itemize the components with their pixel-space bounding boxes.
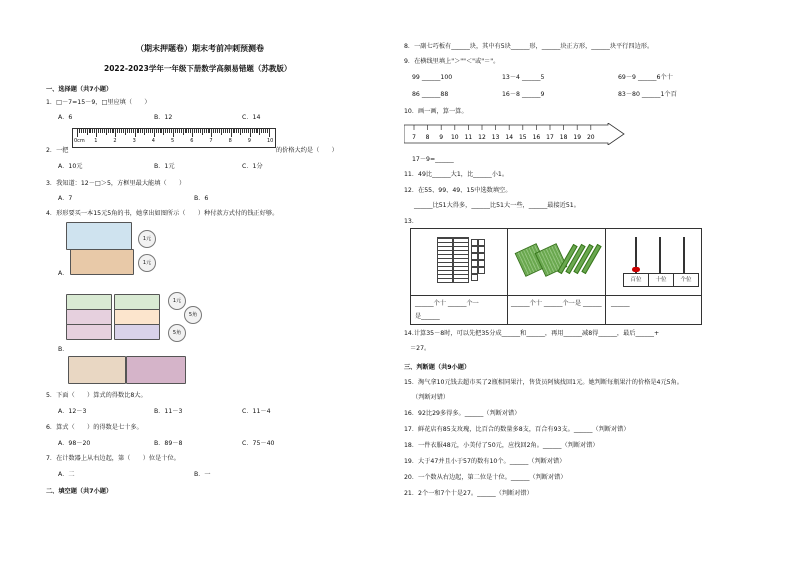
abacus-rod — [659, 237, 661, 273]
ruler-tick — [125, 129, 126, 135]
q6-option-b: B．89－8 — [154, 440, 183, 447]
abacus-rod — [683, 237, 685, 273]
coin-image: 5角 — [184, 306, 202, 324]
q5-text: 5．下面（ ）算式的得数比8大。 — [46, 392, 147, 399]
ruler-label: 4 — [151, 138, 155, 144]
q3-text: 3．我知道：12－□＞5，方框里最大能填（ ） — [46, 180, 186, 187]
ruler-tick — [171, 129, 172, 133]
ruler-tick — [219, 129, 220, 133]
q21-text: 21．2个一和7个十是27。______（判断对错） — [404, 490, 533, 497]
unit-square — [478, 267, 485, 274]
number-line-label: 17 — [546, 134, 554, 141]
ruler-tick — [250, 129, 251, 137]
ruler-tick — [269, 129, 270, 137]
unit-square — [471, 253, 478, 260]
ruler-tick — [261, 129, 262, 133]
ruler-tick — [146, 129, 147, 133]
section-fill-heading: 二、填空题（共7小题） — [46, 488, 113, 495]
ruler-tick — [90, 129, 91, 133]
ruler-tick — [140, 129, 141, 133]
ruler-tick — [89, 129, 90, 133]
ruler-tick — [181, 129, 182, 133]
coin-image: 1元 — [168, 292, 186, 310]
ruler-tick — [236, 129, 237, 133]
unit-square — [478, 246, 485, 253]
ruler-tick — [92, 129, 93, 133]
q9-cell: 69－9 ______6个十 — [618, 74, 673, 81]
ruler-tick — [77, 129, 78, 137]
coin-image: 5角 — [168, 324, 186, 342]
ruler-tick — [115, 129, 116, 137]
number-line-label: 9 — [439, 134, 444, 141]
banknote-image — [114, 294, 160, 310]
ruler-tick — [240, 129, 241, 135]
q13-blank-2: ______个十 ______个一是 ______ — [511, 300, 602, 307]
ruler-tick — [96, 129, 97, 137]
q9-text: 9．在横线里填上"＞""＜"或"＝"。 — [404, 58, 500, 65]
ruler-label: 5 — [171, 138, 175, 144]
ruler-tick — [244, 129, 245, 133]
number-line-label: 15 — [518, 134, 527, 141]
q2-option-b: B．1元 — [154, 163, 175, 170]
ruler-tick — [113, 129, 114, 133]
ruler-tick — [112, 129, 113, 133]
q8-text: 8．一副七巧板有______块，其中有5块______形，______块正方形，______块平行四边形。 — [404, 43, 654, 50]
ruler-label: 10 — [267, 138, 274, 144]
q1-option-c: C．14 — [242, 114, 261, 121]
ruler-tick — [167, 129, 168, 133]
ruler-tick — [85, 129, 86, 133]
ruler-tick — [177, 129, 178, 133]
ruler-tick — [267, 129, 268, 133]
q13-blank-1b: 是______ — [415, 313, 440, 320]
number-line-label: 14 — [505, 134, 514, 141]
q7-option-b: B．一 — [194, 471, 211, 478]
q9-cell: 86 ______88 — [412, 91, 449, 98]
ruler-tick — [209, 129, 210, 133]
q13-blank-1: ______个十 ______个一 — [415, 300, 479, 307]
q9-cell: 16－8 ______9 — [502, 91, 545, 98]
q5-option-a: A．12－3 — [58, 408, 87, 415]
ruler-tick — [217, 129, 218, 133]
q12-blanks: ______比51大得多，______比51大一些，______最接近51。 — [414, 202, 580, 209]
abacus-label-ones: 个位 — [680, 277, 692, 283]
ruler-tick — [234, 129, 235, 133]
ruler-tick — [248, 129, 249, 133]
q4-text: 4．形形要买一本15元5角的书，她拿出如图所示（ ）种付款方式付的钱正好够。 — [46, 210, 279, 217]
banknote-image — [68, 356, 126, 384]
q2-option-c: C．1分 — [242, 163, 263, 170]
number-line-label: 16 — [532, 134, 541, 141]
ruler-tick — [154, 129, 155, 137]
number-line-label: 18 — [559, 134, 568, 141]
q13-label: 13． — [404, 218, 419, 225]
ruler-tick — [215, 129, 216, 133]
ruler-tick — [117, 129, 118, 133]
ruler-tick — [152, 129, 153, 133]
coin-image: 1元 — [138, 254, 156, 272]
number-line-label: 12 — [478, 134, 486, 141]
ruler-tick — [233, 129, 234, 133]
ruler-tick — [98, 129, 99, 133]
ten-block-image — [453, 237, 469, 283]
banknote-image — [114, 324, 160, 340]
q13-blank-3: ______ — [611, 300, 630, 307]
ruler-tick — [196, 129, 197, 133]
page-subtitle: 2022-2023学年一年级下册数学高频易错题（苏教版） — [104, 64, 292, 73]
ruler-tick — [227, 129, 228, 133]
abacus-label-hundreds: 百位 — [624, 274, 649, 286]
banknote-image — [114, 309, 160, 325]
ruler-tick — [138, 129, 139, 133]
banknote-image — [66, 324, 112, 340]
q15-text: 15．淘气拿10元钱去超市买了2瓶相同果汁，售货员阿姨找回1元。她判断每瓶果汁的价格是4元5角。 — [404, 379, 683, 386]
banknote-image — [66, 309, 112, 325]
ruler-tick — [192, 129, 193, 137]
ruler-tick — [256, 129, 257, 133]
number-line-label: 8 — [425, 134, 430, 141]
ruler-tick — [223, 129, 224, 133]
ruler-tick — [165, 129, 166, 133]
unit-square — [471, 274, 478, 281]
ruler-tick — [83, 129, 84, 133]
ruler-tick — [158, 129, 159, 133]
ten-block-image — [437, 237, 453, 283]
ruler-tick — [133, 129, 134, 133]
q18-text: 18．一件衣服48元，小美付了50元，应找回2角。______（判断对错） — [404, 442, 599, 449]
ruler-tick — [231, 129, 232, 137]
banknote-image — [126, 356, 186, 384]
banknote-image — [66, 222, 132, 250]
ruler-tick — [94, 129, 95, 133]
ruler-tick — [173, 129, 174, 137]
q20-text: 20．一个数从右边起，第二位是十位。______（判断对错） — [404, 474, 567, 481]
unit-square — [471, 246, 478, 253]
abacus-base — [623, 273, 699, 287]
ruler-tick — [79, 129, 80, 133]
q7-text: 7．在计数器上从右边起，第（ ）位是十位。 — [46, 455, 180, 462]
number-line-label: 20 — [586, 134, 595, 141]
unit-square — [471, 239, 478, 246]
ruler-tick — [104, 129, 105, 133]
q5-option-b: B．11－3 — [154, 408, 183, 415]
ruler-tick — [119, 129, 120, 133]
ruler-tick — [160, 129, 161, 133]
q9-cell: 99 ______100 — [412, 74, 453, 81]
section-judge-heading: 三、判断题（共9小题） — [404, 364, 471, 371]
number-line-label: 10 — [450, 134, 459, 141]
q6-text: 6．算式（ ）的得数是七十多。 — [46, 424, 143, 431]
ruler-tick — [238, 129, 239, 133]
ruler-tick — [183, 129, 184, 135]
q9-cell: 83－80 ______1个百 — [618, 91, 677, 98]
ruler-tick — [265, 129, 266, 133]
unit-square — [471, 267, 478, 274]
ruler-tick — [87, 129, 88, 135]
ruler-tick — [102, 129, 103, 133]
ruler-tick — [198, 129, 199, 133]
ruler-tick — [208, 129, 209, 133]
ruler-label: 1 — [94, 138, 98, 144]
ruler-tick — [211, 129, 212, 137]
ruler-tick — [202, 129, 203, 135]
q19-text: 19．大于47并且小于57的数有10个。______（判断对错） — [404, 458, 566, 465]
ruler-tick — [81, 129, 82, 133]
q13-figure-table — [410, 228, 702, 325]
ruler-tick — [257, 129, 258, 133]
q10-text: 10．画一画，算一算。 — [404, 108, 468, 115]
ruler-tick — [186, 129, 187, 133]
ruler-tick — [206, 129, 207, 133]
ruler-tick — [175, 129, 176, 133]
ruler-tick — [254, 129, 255, 133]
ruler-tick — [106, 129, 107, 135]
ruler-label: 2 — [113, 138, 117, 144]
ruler-tick — [135, 129, 136, 137]
ruler-label: 9 — [247, 138, 251, 144]
ruler-tick — [108, 129, 109, 133]
number-line-label: 13 — [491, 134, 500, 141]
page-title: （期末押题卷）期末考前冲刺预测卷 — [136, 44, 264, 53]
q12-text: 12．在55、99、49、15中选数填空。 — [404, 187, 512, 194]
ruler-tick — [123, 129, 124, 133]
ruler-tick — [148, 129, 149, 133]
ruler-tick — [190, 129, 191, 133]
banknote-image — [66, 294, 112, 310]
ruler-tick — [142, 129, 143, 133]
ruler-tick — [169, 129, 170, 133]
ruler-tick — [127, 129, 128, 133]
ruler-tick — [246, 129, 247, 133]
unit-square — [478, 260, 485, 267]
ruler-tick — [150, 129, 151, 133]
unit-square — [471, 260, 478, 267]
q14-text-cont: ＝27。 — [410, 345, 431, 352]
ruler-tick — [225, 129, 226, 133]
banknote-image — [70, 249, 134, 275]
ruler-tick — [185, 129, 186, 133]
unit-square — [478, 253, 485, 260]
ruler-tick — [131, 129, 132, 133]
ruler-tick — [252, 129, 253, 133]
number-line — [404, 123, 626, 145]
q10-equation: 17－9=______ — [412, 156, 454, 163]
number-line-label: 19 — [573, 134, 582, 141]
q3-option-a: A．7 — [58, 195, 73, 202]
ruler-tick — [100, 129, 101, 133]
ruler-tick — [144, 129, 145, 135]
q1-option-a: A．6 — [58, 114, 73, 121]
ruler-tick — [204, 129, 205, 133]
ruler-tick — [263, 129, 264, 133]
q3-option-b: B．6 — [194, 195, 209, 202]
q11-text: 11．49比______大1，比______小1。 — [404, 171, 509, 178]
q2-suffix: 的价格大约是（ ） — [276, 147, 338, 154]
ruler-label: 8 — [228, 138, 232, 144]
q4-option-b-label: B． — [58, 346, 69, 353]
ruler-tick — [161, 129, 162, 133]
ruler-tick — [221, 129, 222, 135]
coin-image: 1元 — [138, 230, 156, 248]
ruler-image — [72, 128, 276, 148]
ruler-tick — [137, 129, 138, 133]
ruler-tick — [229, 129, 230, 133]
ruler-tick — [156, 129, 157, 133]
ruler-tick — [163, 129, 164, 135]
ruler-label: 3 — [132, 138, 136, 144]
q6-option-c: C．75－40 — [242, 440, 275, 447]
ruler-tick — [121, 129, 122, 133]
ruler-tick — [110, 129, 111, 133]
unit-square — [478, 239, 485, 246]
q7-option-a: A．二 — [58, 471, 75, 478]
number-line-label: 11 — [464, 134, 473, 141]
ruler-label: 6 — [190, 138, 194, 144]
abacus-bead — [632, 267, 640, 272]
q6-option-a: A．98－20 — [58, 440, 91, 447]
ruler-tick — [259, 129, 260, 135]
q4-option-a-label: A． — [58, 270, 69, 277]
q2-option-a: A．10元 — [58, 163, 83, 170]
ruler-tick — [200, 129, 201, 133]
abacus-label-tens: 十位 — [649, 274, 674, 286]
q15-judge: （判断对错） — [412, 394, 450, 401]
ruler-tick — [188, 129, 189, 133]
q2-prefix: 2．一把 — [46, 147, 69, 154]
q5-option-c: C．11－4 — [242, 408, 271, 415]
ruler-label: 0cm — [74, 138, 85, 144]
q17-text: 17．鲜花店有85支玫瑰，比百合的数量多8支，百合有93支。______（判断对错） — [404, 426, 630, 433]
number-line-label: 7 — [412, 134, 416, 141]
ruler-tick — [194, 129, 195, 133]
q1-text: 1．□－7=15－9，□里应填（ ） — [46, 99, 151, 106]
section-choice-heading: 一、选择题（共7小题） — [46, 86, 113, 93]
ruler-label: 7 — [209, 138, 213, 144]
ruler-tick — [242, 129, 243, 133]
q14-text: 14.计算35－8时，可以先把35分成______和______，再用______减8得______，最后______+ — [404, 330, 660, 337]
q9-cell: 13－4 ______5 — [502, 74, 545, 81]
q16-text: 16．92比29多得多。______（判断对错） — [404, 410, 521, 417]
ruler-tick — [129, 129, 130, 133]
ruler-tick — [213, 129, 214, 133]
ruler-tick — [179, 129, 180, 133]
q1-option-b: B．12 — [154, 114, 173, 121]
